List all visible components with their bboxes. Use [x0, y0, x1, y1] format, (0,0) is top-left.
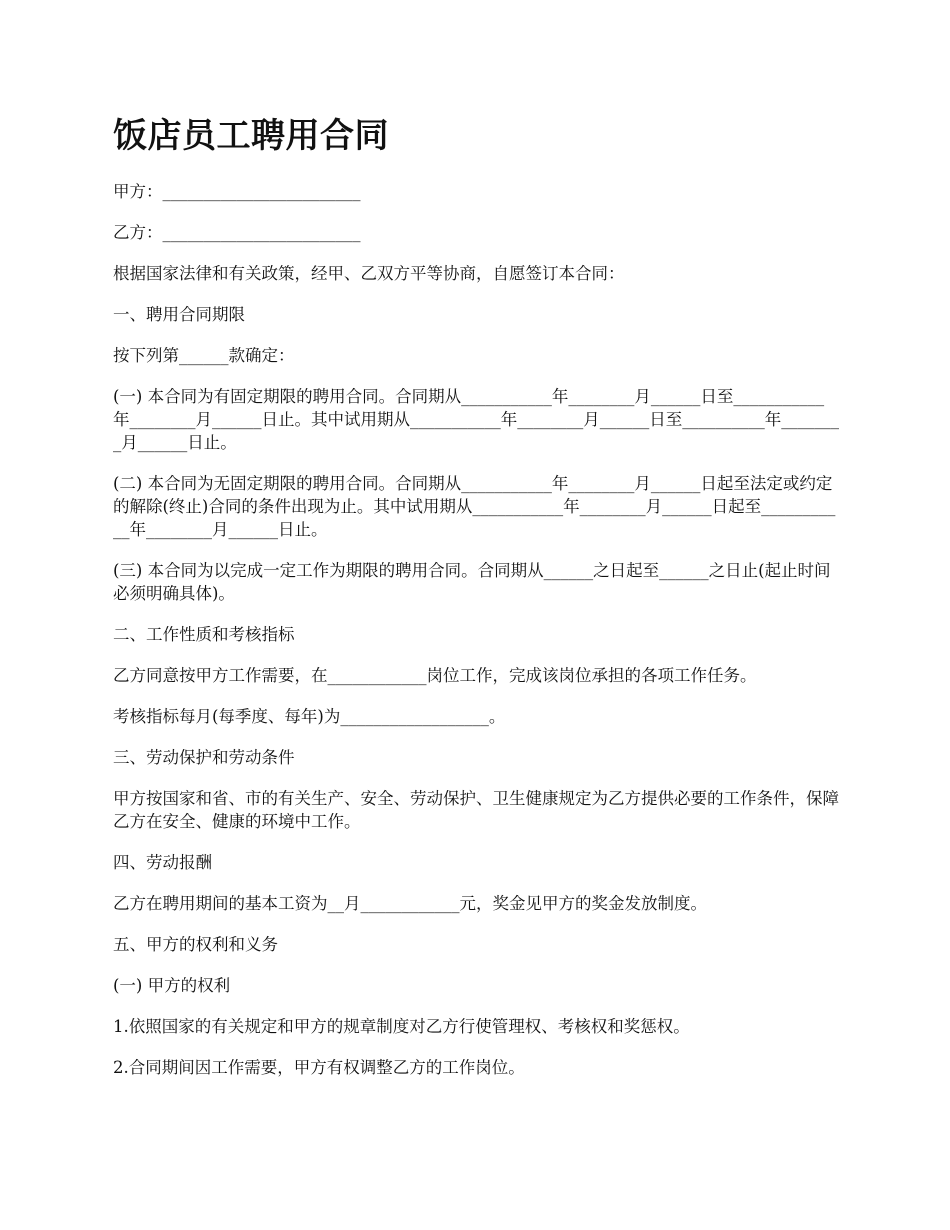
section-1-heading: 一、聘用合同期限 — [113, 305, 245, 324]
section-1-item-1: (一) 本合同为有固定期限的聘用合同。合同期从___________年________月______日至___________年________月______日止。其中试用期从___________年________月______日至__________年________月______日止。 — [113, 387, 839, 452]
document-page — [113, 110, 840, 1097]
section-5-subheading-1: (一) 甲方的权利 — [113, 976, 231, 995]
section-4-paragraph-1: 乙方在聘用期间的基本工资为__月____________元，奖金见甲方的奖金发放制度。 — [113, 894, 707, 913]
intro-paragraph: 根据国家法律和有关政策，经甲、乙双方平等协商，自愿签订本合同： — [113, 264, 625, 283]
section-1-item-2: (二) 本合同为无固定期限的聘用合同。合同期从___________年________月______日起至法定或约定的解除(终止)合同的条件出现为止。其中试用期从___________年________月______日起至___________年________月______日止。 — [113, 474, 836, 539]
section-2-heading: 二、工作性质和考核指标 — [113, 625, 295, 644]
section-1-item-3: (三) 本合同为以完成一定工作为期限的聘用合同。合同期从______之日起至______之日止(起止时间必须明确具体)。 — [113, 561, 831, 603]
section-2-paragraph-2: 考核指标每月(每季度、每年)为__________________。 — [113, 707, 506, 726]
section-3-paragraph-1: 甲方按国家和省、市的有关生产、安全、劳动保护、卫生健康规定为乙方提供必要的工作条件，保障乙方在安全、健康的环境中工作。 — [113, 789, 839, 831]
party-b-line: 乙方：________________________ — [113, 223, 361, 242]
party-a-line: 甲方：________________________ — [113, 182, 361, 201]
document-title: 饭店员工聘用合同 — [113, 116, 389, 156]
section-3-heading: 三、劳动保护和劳动条件 — [113, 748, 295, 767]
section-5-item-1: 1.依照国家的有关规定和甲方的规章制度对乙方行使管理权、考核权和奖惩权。 — [113, 1017, 690, 1036]
section-5-heading: 五、甲方的权利和义务 — [113, 935, 278, 954]
section-5-item-2: 2.合同期间因工作需要，甲方有权调整乙方的工作岗位。 — [113, 1058, 525, 1077]
section-4-heading: 四、劳动报酬 — [113, 853, 212, 872]
section-1-choose: 按下列第______款确定： — [113, 346, 295, 365]
section-2-paragraph-1: 乙方同意按甲方工作需要，在____________岗位工作，完成该岗位承担的各项工作任务。 — [113, 666, 757, 685]
